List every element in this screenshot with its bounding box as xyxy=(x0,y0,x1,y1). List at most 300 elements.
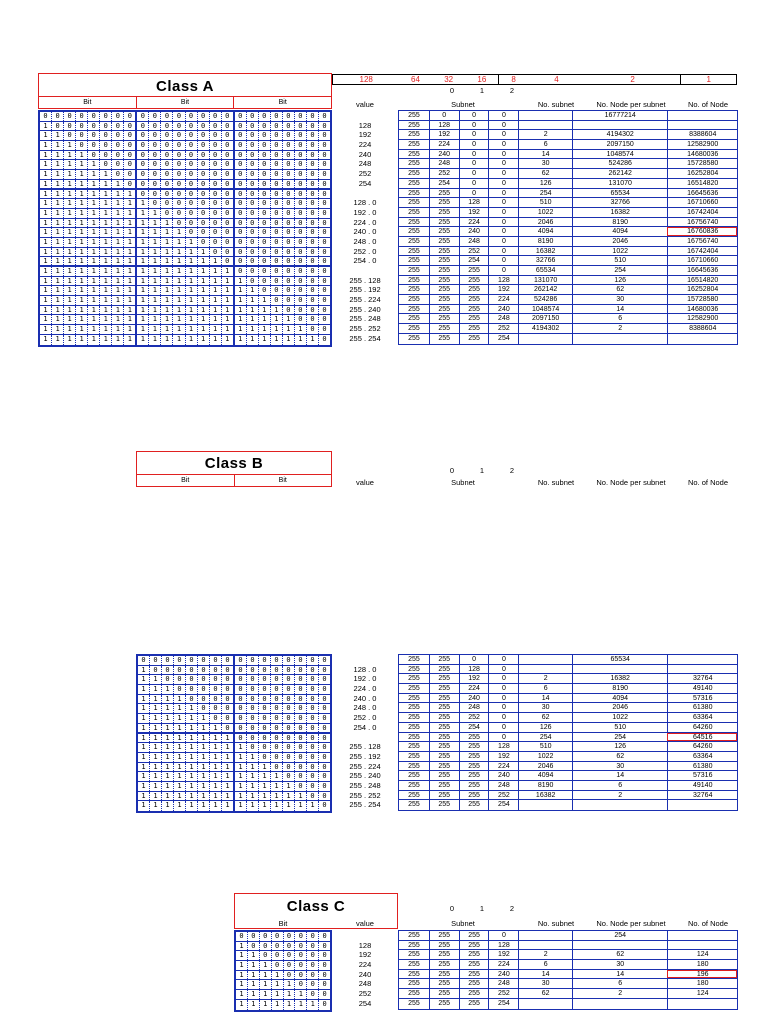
no-of-node xyxy=(667,941,737,950)
class-a-bit-labels xyxy=(39,96,331,108)
bit-cell: 0 xyxy=(51,122,63,131)
bit-cell: 0 xyxy=(246,190,258,199)
bit-cell: 0 xyxy=(270,141,282,150)
bit-cell: 1 xyxy=(197,782,209,791)
octet xyxy=(233,306,330,315)
bit-cell: 0 xyxy=(99,141,111,150)
bit-cell: 0 xyxy=(282,228,294,237)
bit-cell: 1 xyxy=(197,296,209,305)
octet xyxy=(40,267,135,276)
bit-cell: 1 xyxy=(51,151,63,160)
mask-value: 240 . 0 xyxy=(353,693,377,703)
octet-2: 255 xyxy=(429,970,459,979)
bit-cell: 1 xyxy=(294,325,306,334)
bit-cell: 1 xyxy=(51,277,63,286)
bit-cell: 1 xyxy=(43,170,48,179)
weight-32: 32 xyxy=(444,75,454,84)
bit-cell: 1 xyxy=(294,801,306,811)
mask-value: 255 . 192 xyxy=(349,751,381,761)
octet xyxy=(40,141,135,150)
octet xyxy=(233,743,330,752)
octet-4: 0 xyxy=(488,723,518,732)
bit-cell: 0 xyxy=(209,704,221,713)
weight-1: 1 xyxy=(680,75,736,84)
octet-1: 255 xyxy=(408,286,420,294)
octet xyxy=(236,951,330,960)
bit-cell: 1 xyxy=(87,267,99,276)
bit-cell: 1 xyxy=(140,267,145,275)
bit-cell: 1 xyxy=(185,724,197,732)
bit-cell: 1 xyxy=(63,170,75,179)
bit-cell: 0 xyxy=(270,743,282,752)
bit-cell: 1 xyxy=(141,685,146,694)
bit-cell: 0 xyxy=(111,141,123,150)
octet-1: 255 xyxy=(408,334,420,342)
no-of-node: 57316 xyxy=(667,771,737,780)
bit-cell: 1 xyxy=(161,685,173,694)
bit-cell: 1 xyxy=(75,199,87,208)
bit-cell: 1 xyxy=(270,782,282,791)
bit-cell: 1 xyxy=(111,248,123,257)
bit-cell: 1 xyxy=(123,267,135,276)
octet-4: 0 xyxy=(488,227,518,236)
no-subnet: 8190 xyxy=(518,237,572,246)
bit-cell: 1 xyxy=(271,971,283,980)
octet xyxy=(233,219,330,228)
bit-cell: 0 xyxy=(306,980,318,989)
bit-weights-row xyxy=(332,74,737,85)
bit-row xyxy=(236,1000,330,1010)
bit-cell: 1 xyxy=(185,267,197,276)
bit-cell: 1 xyxy=(111,180,123,188)
bit-cell: 1 xyxy=(221,286,233,295)
bit-cell: 1 xyxy=(51,257,63,265)
bit-cell: 1 xyxy=(172,325,184,334)
weight-16: 16 xyxy=(477,75,487,84)
no-of-node: 16252804 xyxy=(667,169,737,178)
bit-cell: 0 xyxy=(197,704,209,713)
bit-cell: 1 xyxy=(140,257,145,266)
bit-cell: 1 xyxy=(123,199,135,208)
bit-cell: 1 xyxy=(51,248,63,257)
no-of-node: 180 xyxy=(667,960,737,969)
bit-cell: 0 xyxy=(197,199,209,208)
bit-cell: 1 xyxy=(247,951,259,960)
bit-cell: 0 xyxy=(258,170,270,179)
bit-cell: 0 xyxy=(140,150,145,159)
bit-cell: 1 xyxy=(123,257,135,265)
octet xyxy=(233,734,330,743)
bit-cell: 1 xyxy=(111,296,123,305)
node-per-subnet: 62 xyxy=(572,752,667,761)
mask-value: 240 xyxy=(358,149,372,159)
bit-cell: 1 xyxy=(75,180,87,188)
bit-cell: 1 xyxy=(185,325,197,334)
bit-cell: 1 xyxy=(185,277,197,286)
octet-1: 255 xyxy=(408,150,420,158)
bit-cell: 0 xyxy=(258,695,270,704)
bit-row xyxy=(236,932,330,942)
bit-cell: 0 xyxy=(75,112,87,121)
no-of-node: 16756740 xyxy=(667,218,737,227)
bit-row xyxy=(138,801,330,811)
bit-cell: 0 xyxy=(140,189,145,198)
octet-3: 255 xyxy=(459,752,489,761)
bit-cell: 1 xyxy=(43,121,48,130)
bit-cell: 1 xyxy=(75,286,87,295)
bit-cell: 1 xyxy=(148,219,160,228)
bit-cell: 1 xyxy=(185,238,197,247)
octet xyxy=(135,170,232,179)
bit-cell: 0 xyxy=(318,971,330,980)
bit-cell: 1 xyxy=(246,306,258,315)
class-b-bit-labels xyxy=(137,474,331,486)
octet-4: 252 xyxy=(488,791,518,800)
bit-cell: 1 xyxy=(43,237,48,246)
subnet-idx-2: 2 xyxy=(509,86,515,95)
octet-1: 255 xyxy=(408,131,420,139)
bit-cell: 0 xyxy=(258,180,270,188)
no-subnet: 2046 xyxy=(518,762,572,771)
bit-cell: 0 xyxy=(294,170,306,179)
octet-4: 0 xyxy=(488,150,518,159)
octet xyxy=(233,685,330,694)
bit-cell: 0 xyxy=(197,141,209,150)
bit-cell: 1 xyxy=(160,248,172,257)
octet-4: 192 xyxy=(488,950,518,959)
bit-cell: 1 xyxy=(160,257,172,265)
bit-cell: 1 xyxy=(51,267,63,276)
octet-2: 255 xyxy=(429,931,459,940)
bit-cell: 1 xyxy=(185,801,197,811)
bit-cell: 0 xyxy=(306,685,318,694)
bit-cell: 0 xyxy=(238,218,243,227)
bit-cell: 1 xyxy=(238,743,243,752)
octet-1: 255 xyxy=(408,305,420,313)
octet-1: 255 xyxy=(408,694,420,702)
bit-cell: 0 xyxy=(294,209,306,218)
bit-cell: 0 xyxy=(185,228,197,237)
octet-1: 255 xyxy=(408,990,420,998)
bit-cell: 0 xyxy=(294,656,306,665)
octet-1: 255 xyxy=(408,941,420,949)
bit-cell: 1 xyxy=(270,792,282,801)
bit-cell: 0 xyxy=(294,199,306,208)
bit-cell: 1 xyxy=(51,209,63,218)
bit-cell: 1 xyxy=(271,1000,283,1010)
bit-cell: 0 xyxy=(270,219,282,228)
bit-cell: 0 xyxy=(294,753,306,762)
bit-cell: 1 xyxy=(238,296,243,305)
table-row xyxy=(399,189,737,199)
octet xyxy=(135,267,232,276)
bit-cell: 1 xyxy=(148,238,160,247)
no-of-node: 124 xyxy=(667,950,737,959)
octet-4: 0 xyxy=(488,218,518,227)
bit-cell: 0 xyxy=(258,141,270,150)
bit-cell: 0 xyxy=(282,714,294,723)
bit-cell: 1 xyxy=(87,315,99,324)
bit-cell: 0 xyxy=(318,753,330,762)
bit-row xyxy=(40,325,330,335)
bit-cell: 1 xyxy=(87,238,99,247)
bit-cell: 0 xyxy=(318,131,330,140)
bit-cell: 0 xyxy=(221,131,233,140)
bit-cell: 1 xyxy=(123,306,135,315)
bit-cell: 0 xyxy=(258,685,270,694)
bit-cell: 0 xyxy=(270,151,282,160)
octet-2: 255 xyxy=(429,960,459,969)
octet-2: 255 xyxy=(429,237,459,246)
bit-cell: 1 xyxy=(246,792,258,801)
octet xyxy=(233,724,330,732)
bit-cell: 0 xyxy=(282,131,294,140)
table-row xyxy=(399,771,737,781)
bit-cell: 0 xyxy=(75,122,87,131)
no-of-node: 15728580 xyxy=(667,295,737,304)
bit-cell: 1 xyxy=(197,743,209,752)
bit-cell: 0 xyxy=(318,277,330,286)
bit-cell: 1 xyxy=(43,247,48,256)
bit-cell: 0 xyxy=(238,112,243,120)
octet xyxy=(233,160,330,169)
bit-row xyxy=(40,160,330,170)
mask-value: 252 . 0 xyxy=(353,713,377,723)
bit-cell: 0 xyxy=(209,190,221,199)
bit-cell: 0 xyxy=(197,685,209,694)
bit-cell: 1 xyxy=(63,315,75,324)
bit-row xyxy=(40,180,330,190)
bit-cell: 1 xyxy=(238,325,243,334)
bit-cell: 1 xyxy=(160,296,172,305)
bit-cell: 0 xyxy=(306,734,318,743)
octet-4: 0 xyxy=(488,694,518,703)
mask-value: 128 . 0 xyxy=(353,198,377,208)
bit-cell: 1 xyxy=(148,306,160,315)
table-row xyxy=(399,237,737,247)
bit-cell: 1 xyxy=(209,325,221,334)
bit-cell: 0 xyxy=(123,180,135,188)
bit-cell: 0 xyxy=(197,122,209,131)
bit-cell: 0 xyxy=(160,122,172,131)
bit-cell: 0 xyxy=(282,704,294,713)
bit-cell: 1 xyxy=(87,228,99,237)
bit-cell: 0 xyxy=(209,666,221,675)
no-subnet: 4194302 xyxy=(518,324,572,333)
bit-cell: 1 xyxy=(246,782,258,791)
no-of-node: 14680036 xyxy=(667,305,737,314)
bit-cell: 1 xyxy=(51,238,63,247)
bit-cell: 1 xyxy=(43,296,48,305)
bit-cell: 0 xyxy=(306,151,318,160)
node-per-subnet: 1048574 xyxy=(572,150,667,159)
bit-cell: 0 xyxy=(246,248,258,257)
bit-cell: 0 xyxy=(246,122,258,131)
bit-row xyxy=(40,209,330,219)
bit-cell: 0 xyxy=(172,151,184,160)
bit-cell: 1 xyxy=(87,199,99,208)
octet-1: 255 xyxy=(408,179,420,187)
bit-cell: 1 xyxy=(43,199,48,208)
bit-cell: 0 xyxy=(306,209,318,218)
octet-1: 255 xyxy=(408,276,420,284)
bit-cell: 0 xyxy=(123,122,135,131)
bit-cell: 0 xyxy=(238,656,243,664)
bit-cell: 0 xyxy=(282,141,294,150)
octet-3: 240 xyxy=(459,227,489,236)
bit-cell: 1 xyxy=(271,990,283,999)
bit-cell: 1 xyxy=(197,257,209,265)
bit-cell: 0 xyxy=(160,131,172,140)
bit-cell: 1 xyxy=(87,257,99,265)
octet-1: 255 xyxy=(408,752,420,760)
bit-cell: 1 xyxy=(238,772,243,781)
octet xyxy=(138,743,233,752)
octet-1: 255 xyxy=(408,247,420,255)
octet-2: 255 xyxy=(429,791,459,800)
bit-cell: 0 xyxy=(259,951,271,960)
octet-1: 255 xyxy=(408,170,420,178)
bit-cell: 0 xyxy=(221,656,233,665)
bit-cell: 0 xyxy=(246,170,258,179)
bit-cell: 0 xyxy=(172,180,184,188)
bit-cell: 0 xyxy=(209,131,221,140)
bit-cell: 0 xyxy=(258,743,270,752)
octet xyxy=(233,675,330,684)
bit-cell: 1 xyxy=(209,315,221,324)
class-c-bit-grid xyxy=(234,930,332,1012)
bit-cell: 1 xyxy=(172,238,184,247)
bit-cell: 0 xyxy=(282,763,294,772)
octet xyxy=(233,151,330,160)
bit-cell: 0 xyxy=(246,257,258,265)
bit-cell: 0 xyxy=(258,753,270,762)
bit-cell: 1 xyxy=(185,315,197,324)
bit-cell: 0 xyxy=(270,160,282,169)
octet-1: 255 xyxy=(408,801,420,809)
octet-2: 255 xyxy=(429,227,459,236)
bit-cell: 0 xyxy=(306,782,318,791)
bit-cell: 0 xyxy=(318,734,330,743)
no-subnet: 32766 xyxy=(518,256,572,265)
mask-value: 128 . 0 xyxy=(353,664,377,674)
octet-2: 255 xyxy=(429,950,459,959)
bit-cell: 1 xyxy=(238,801,243,810)
bit-cell: 1 xyxy=(197,734,209,743)
node-per-subnet: 30 xyxy=(572,960,667,969)
no-of-node: 16645636 xyxy=(667,266,737,275)
octet-3: 255 xyxy=(459,305,489,314)
bit-cell: 1 xyxy=(123,325,135,334)
bit-cell: 0 xyxy=(282,209,294,218)
bit-cell: 0 xyxy=(270,704,282,713)
no-of-node: 63364 xyxy=(667,752,737,761)
octet-4: 0 xyxy=(488,733,518,742)
bit-cell: 0 xyxy=(258,286,270,295)
octet-3: 0 xyxy=(459,169,489,178)
bit-cell: 1 xyxy=(221,763,233,772)
bit-cell: 0 xyxy=(258,219,270,228)
bit-cell: 0 xyxy=(294,782,306,791)
octet xyxy=(138,772,233,781)
bit-cell: 0 xyxy=(185,122,197,131)
mask-value xyxy=(335,111,395,121)
bit-cell: 0 xyxy=(270,190,282,199)
bit-cell: 1 xyxy=(209,772,221,781)
bit-cell: 0 xyxy=(270,170,282,179)
bit-cell: 0 xyxy=(221,695,233,704)
subnet-idx-0: 0 xyxy=(449,86,455,95)
bit-cell: 0 xyxy=(318,772,330,781)
octet xyxy=(135,248,232,257)
bit-cell: 1 xyxy=(111,238,123,247)
node-per-subnet xyxy=(572,121,667,130)
bit-cell: 0 xyxy=(306,714,318,723)
bit-cell: 1 xyxy=(221,335,233,345)
octet xyxy=(138,675,233,684)
table-row xyxy=(399,305,737,315)
bit-cell: 0 xyxy=(294,219,306,228)
bit-row xyxy=(40,141,330,151)
bit-cell: 1 xyxy=(239,941,244,950)
octet xyxy=(40,190,135,199)
node-per-subnet: 524286 xyxy=(572,159,667,168)
bit-cell: 0 xyxy=(172,219,184,228)
bit-row xyxy=(40,190,330,200)
bit-cell: 1 xyxy=(75,296,87,305)
bit-cell: 0 xyxy=(160,190,172,199)
bit-cell: 1 xyxy=(43,189,48,198)
node-per-subnet: 1022 xyxy=(572,713,667,722)
bit-cell: 1 xyxy=(173,714,185,723)
class-c-value-column xyxy=(335,931,395,1009)
bit-cell: 0 xyxy=(306,656,318,665)
node-per-subnet xyxy=(572,941,667,950)
bit-cell: 1 xyxy=(221,306,233,315)
bit-cell: 1 xyxy=(140,325,145,334)
bit-cell: 0 xyxy=(294,180,306,188)
bit-row xyxy=(236,942,330,952)
octet-3: 255 xyxy=(459,324,489,333)
bit-cell: 0 xyxy=(75,141,87,150)
bit-cell: 0 xyxy=(238,189,243,198)
octet xyxy=(138,724,233,732)
bit-cell: 1 xyxy=(221,772,233,781)
octet-4: 252 xyxy=(488,989,518,998)
bit-cell: 0 xyxy=(294,151,306,160)
octet-1: 255 xyxy=(408,970,420,978)
bit-cell: 0 xyxy=(238,694,243,703)
bit-cell: 1 xyxy=(141,694,146,703)
bit-cell: 1 xyxy=(185,286,197,295)
bit-cell: 1 xyxy=(75,190,87,199)
octet-1: 255 xyxy=(408,685,420,693)
octet-4: 128 xyxy=(488,941,518,950)
octet-1: 255 xyxy=(408,199,420,207)
octet xyxy=(135,296,232,305)
col-no-node-label: No. of Node xyxy=(687,100,729,109)
octet-1: 255 xyxy=(408,999,420,1007)
bit-cell: 0 xyxy=(63,122,75,131)
octet-4: 0 xyxy=(488,140,518,149)
bit-cell: 0 xyxy=(318,209,330,218)
no-of-node: 63364 xyxy=(667,713,737,722)
bit-cell: 1 xyxy=(160,286,172,295)
bit-cell: 0 xyxy=(185,160,197,169)
no-subnet: 2 xyxy=(518,130,572,139)
col-node-per-subnet-label: No. Node per subnet xyxy=(596,100,666,109)
table-row xyxy=(399,247,737,257)
